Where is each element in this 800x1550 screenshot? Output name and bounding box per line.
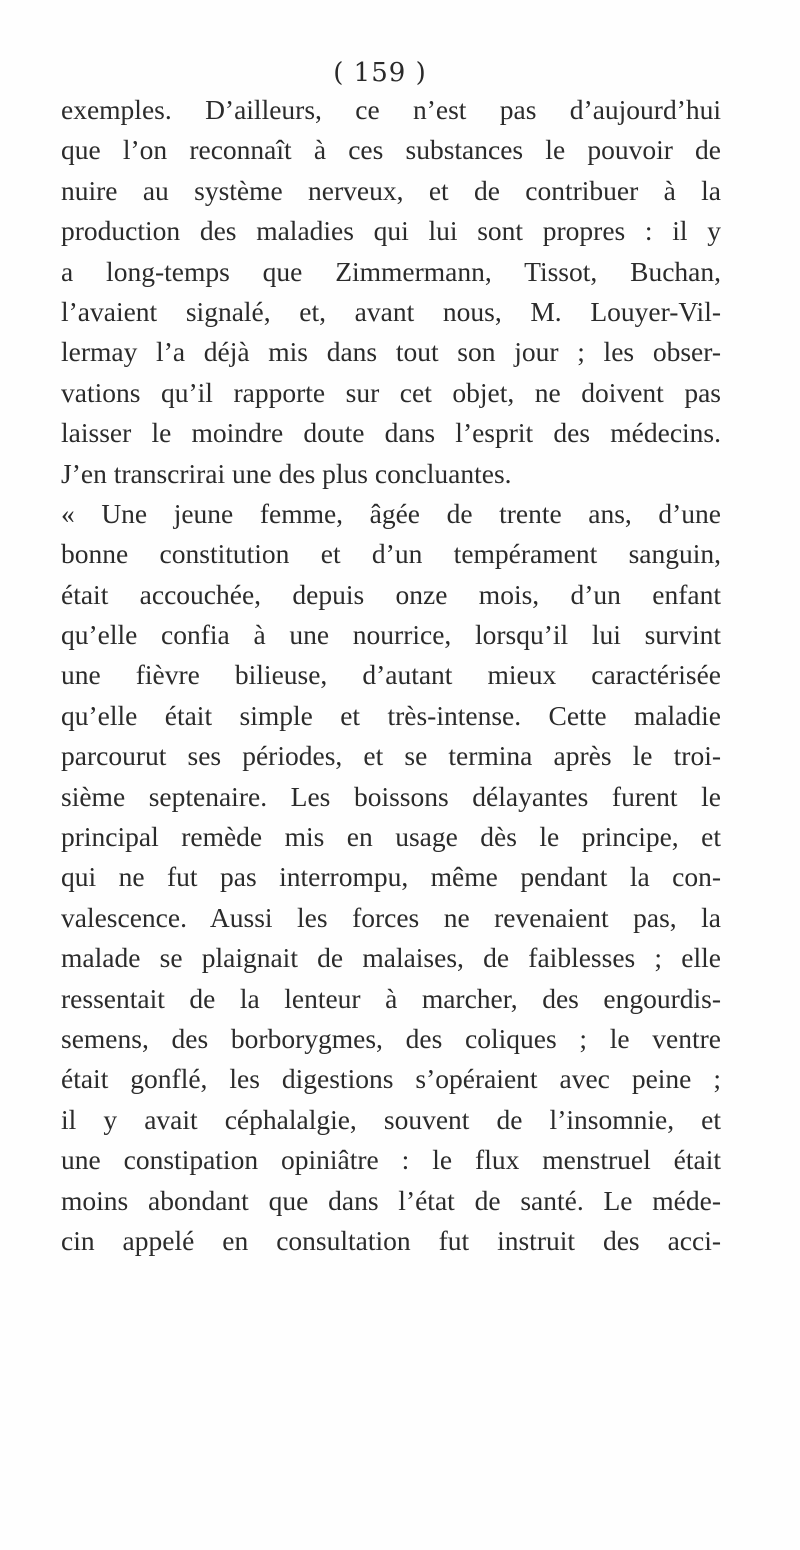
text-line: « Une jeune femme, âgée de trente ans, d’une xyxy=(61,497,721,529)
page-number: ( 159 ) xyxy=(333,58,427,88)
text-line: était gonflé, les digestions s’opéraient avec peine ; xyxy=(61,1063,721,1095)
text-line: malade se plaignait de malaises, de faiblesses ; elle xyxy=(61,942,721,974)
text-line: était accouchée, depuis onze mois, d’un enfant xyxy=(61,578,721,610)
text-line: cin appelé en consultation fut instruit des acci- xyxy=(61,1224,721,1256)
text-line: qu’elle était simple et très-intense. Cette maladie xyxy=(61,699,721,731)
text-line: parcourut ses périodes, et se termina après le troi- xyxy=(61,740,721,772)
text-line: vations qu’il rapporte sur cet objet, ne doivent pas xyxy=(61,376,721,408)
body-text xyxy=(61,90,721,1261)
text-line: J’en transcrirai une des plus concluantes. xyxy=(61,457,512,489)
text-line: valescence. Aussi les forces ne revenaient pas, la xyxy=(61,901,721,933)
text-line: une constipation opiniâtre : le flux menstruel était xyxy=(61,1144,721,1176)
text-line: bonne constitution et d’un tempérament sanguin, xyxy=(61,538,721,570)
text-line: qu’elle confia à une nourrice, lorsqu’il lui survint xyxy=(61,619,721,651)
text-line: ressentait de la lenteur à marcher, des engourdis- xyxy=(61,982,721,1014)
text-line: a long-temps que Zimmermann, Tissot, Buchan, xyxy=(61,255,721,287)
text-line: production des maladies qui lui sont propres : il y xyxy=(61,215,721,247)
text-line: l’avaient signalé, et, avant nous, M. Louyer-Vil- xyxy=(61,295,721,327)
text-line: qui ne fut pas interrompu, même pendant la con- xyxy=(61,861,721,893)
text-line: que l’on reconnaît à ces substances le pouvoir de xyxy=(61,134,721,166)
text-line: moins abondant que dans l’état de santé. Le méde- xyxy=(61,1184,721,1216)
text-line: sième septenaire. Les boissons délayantes furent le xyxy=(61,780,721,812)
text-line: exemples. D’ailleurs, ce n’est pas d’aujourd’hui xyxy=(61,94,721,125)
text-line: nuire au système nerveux, et de contribuer à la xyxy=(61,174,721,206)
text-line: lermay l’a déjà mis dans tout son jour ; les obser- xyxy=(61,336,721,368)
text-line: laisser le moindre doute dans l’esprit des médecins. xyxy=(61,417,721,449)
text-line: principal remède mis en usage dès le principe, et xyxy=(61,821,721,853)
text-line: il y avait céphalalgie, souvent de l’insomnie, et xyxy=(61,1103,721,1135)
text-line: une fièvre bilieuse, d’autant mieux caractérisée xyxy=(61,659,721,691)
text-line: semens, des borborygmes, des coliques ; le ventre xyxy=(61,1022,721,1054)
